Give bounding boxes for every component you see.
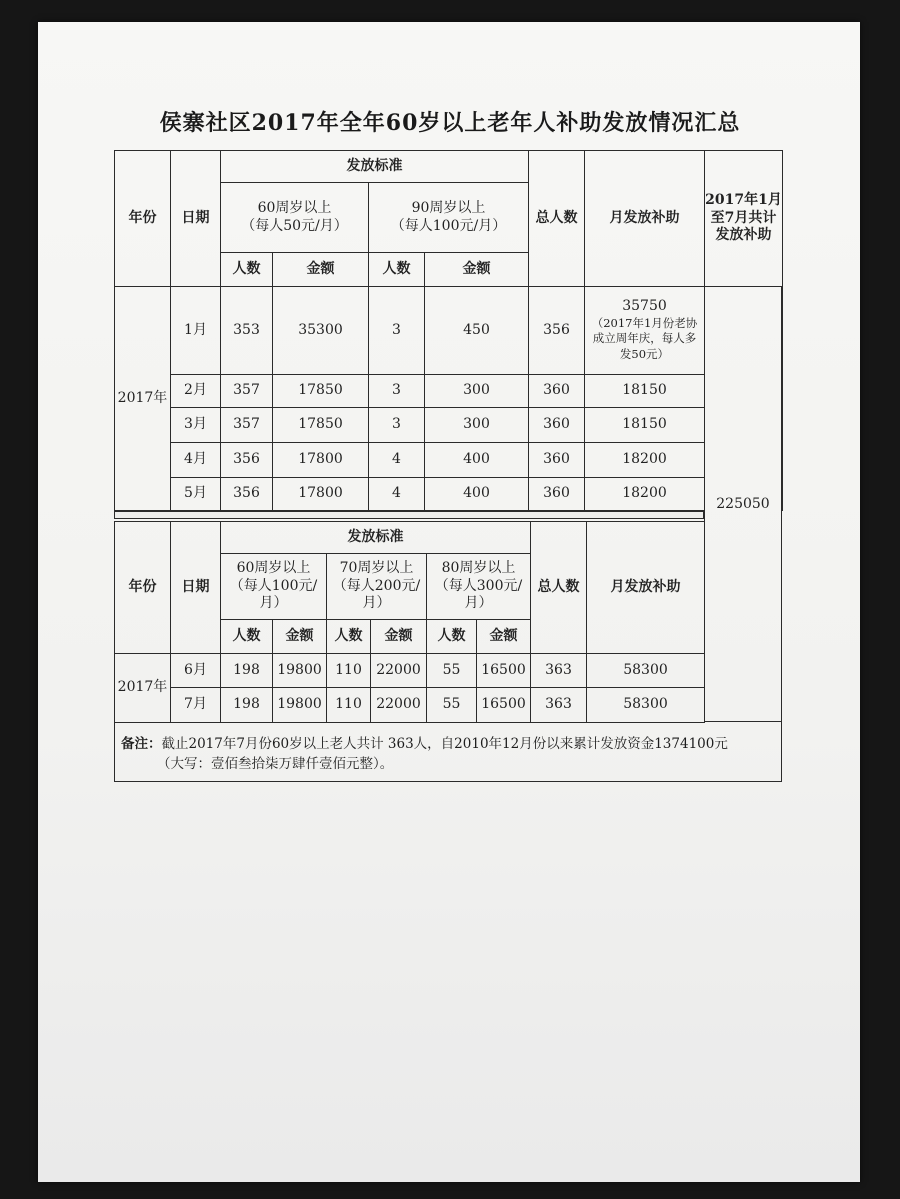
monthly-subsidy-cell: 58300 xyxy=(587,688,705,723)
amount-60-cell: 19800 xyxy=(273,654,327,688)
header-amount-60: 金额 xyxy=(273,253,369,287)
month-cell: 3月 xyxy=(171,408,221,443)
remarks-box xyxy=(114,722,782,782)
header-year: 年份 xyxy=(115,522,171,654)
people-60-cell: 357 xyxy=(221,408,273,443)
header-cumulative xyxy=(705,151,783,287)
year-cell: 2017年 xyxy=(115,654,171,723)
amount-70-cell: 22000 xyxy=(371,654,427,688)
group-80-line2: （每人300元/ xyxy=(434,577,523,594)
group-70-line3: 月） xyxy=(362,595,391,612)
amount-60-cell: 17850 xyxy=(273,375,369,408)
remarks-line1 xyxy=(121,734,777,754)
amount-60-cell: 35300 xyxy=(273,287,369,375)
group-90-line1: 90周岁以上 xyxy=(411,200,486,216)
amount-80-cell: 16500 xyxy=(477,654,531,688)
group-60-line3: 月） xyxy=(259,595,288,612)
header-amount-60: 金额 xyxy=(273,620,327,654)
month-cell: 4月 xyxy=(171,443,221,478)
total-people-cell: 363 xyxy=(531,688,587,723)
monthly-subsidy-cell: 58300 xyxy=(587,654,705,688)
table-row xyxy=(115,654,705,688)
header-total-people: 总人数 xyxy=(529,151,585,287)
monthly-value: 35750 xyxy=(622,298,667,315)
header-date: 日期 xyxy=(171,522,221,654)
table-row xyxy=(115,688,705,723)
month-cell: 1月 xyxy=(171,287,221,375)
table-row xyxy=(115,287,783,375)
header-people-60: 人数 xyxy=(221,620,273,654)
amount-90-cell: 300 xyxy=(425,408,529,443)
header-people-60: 人数 xyxy=(221,253,273,287)
year-cell: 2017年 xyxy=(115,287,171,511)
header-standard: 发放标准 xyxy=(221,522,531,554)
header-cumulative-line3: 发放补助 xyxy=(715,227,772,244)
people-60-cell: 357 xyxy=(221,375,273,408)
people-60-cell: 198 xyxy=(221,688,273,723)
month-cell: 5月 xyxy=(171,478,221,511)
header-amount-80: 金额 xyxy=(477,620,531,654)
table-row xyxy=(115,443,783,478)
total-people-cell: 360 xyxy=(529,443,585,478)
people-90-cell: 4 xyxy=(369,478,425,511)
people-90-cell: 4 xyxy=(369,443,425,478)
table-separator xyxy=(114,511,704,519)
monthly-subsidy-cell: 18200 xyxy=(585,443,705,478)
people-70-cell: 110 xyxy=(327,654,371,688)
group-60-line2: （每人50元/月） xyxy=(241,217,348,234)
amount-90-cell: 300 xyxy=(425,375,529,408)
people-90-cell: 3 xyxy=(369,375,425,408)
month-cell: 6月 xyxy=(171,654,221,688)
header-cumulative-line2: 至7月共计 xyxy=(710,209,777,226)
header-year: 年份 xyxy=(115,151,171,287)
group-70-header xyxy=(327,554,427,620)
monthly-subsidy-cell xyxy=(585,287,705,375)
subsidy-table-jun-jul xyxy=(114,521,705,723)
amount-60-cell: 17800 xyxy=(273,443,369,478)
amount-60-cell: 17850 xyxy=(273,408,369,443)
group-60-header xyxy=(221,554,327,620)
header-cumulative-line1: 2017年1月 xyxy=(705,192,782,209)
header-total-people: 总人数 xyxy=(531,522,587,654)
header-standard: 发放标准 xyxy=(221,151,529,183)
header-people-90: 人数 xyxy=(369,253,425,287)
amount-80-cell: 16500 xyxy=(477,688,531,723)
people-60-cell: 356 xyxy=(221,443,273,478)
group-80-line3: 月） xyxy=(464,595,493,612)
remarks-line2: （大写：壹佰叁拾柒万肆仟壹佰元整）。 xyxy=(157,756,394,773)
table-row xyxy=(115,408,783,443)
header-people-80: 人数 xyxy=(427,620,477,654)
people-80-cell: 55 xyxy=(427,688,477,723)
amount-90-cell: 400 xyxy=(425,478,529,511)
group-70-line1: 70周岁以上 xyxy=(339,560,414,577)
header-amount-90: 金额 xyxy=(425,253,529,287)
total-people-cell: 356 xyxy=(529,287,585,375)
group-60-line1: 60周岁以上 xyxy=(236,560,311,577)
header-amount-70: 金额 xyxy=(371,620,427,654)
amount-90-cell: 450 xyxy=(425,287,529,375)
amount-60-cell: 17800 xyxy=(273,478,369,511)
header-date: 日期 xyxy=(171,151,221,287)
month-cell: 2月 xyxy=(171,375,221,408)
group-70-line2: （每人200元/ xyxy=(332,577,421,594)
monthly-subsidy-cell: 18150 xyxy=(585,408,705,443)
total-people-cell: 360 xyxy=(529,478,585,511)
monthly-note-line2: 成立周年庆，每人多 xyxy=(592,331,697,346)
group-60-line1: 60周岁以上 xyxy=(257,200,332,216)
table-row xyxy=(115,478,783,511)
table-row xyxy=(115,375,783,408)
subsidy-table-jan-may xyxy=(114,150,783,511)
amount-60-cell: 19800 xyxy=(273,688,327,723)
total-people-cell: 360 xyxy=(529,408,585,443)
people-90-cell: 3 xyxy=(369,408,425,443)
monthly-subsidy-cell: 18200 xyxy=(585,478,705,511)
amount-70-cell: 22000 xyxy=(371,688,427,723)
people-60-cell: 198 xyxy=(221,654,273,688)
total-people-cell: 360 xyxy=(529,375,585,408)
page-title: 侯寨社区2017年全年60岁以上老年人补助发放情况汇总 xyxy=(159,110,741,136)
people-70-cell: 110 xyxy=(327,688,371,723)
total-people-cell: 363 xyxy=(531,654,587,688)
group-90-header xyxy=(369,183,529,253)
group-60-line2: （每人100元/ xyxy=(229,577,318,594)
monthly-note-line1: （2017年1月份老协 xyxy=(591,315,698,330)
cumulative-total: 225050 xyxy=(704,287,782,722)
monthly-note-line3: 发50元） xyxy=(619,347,670,361)
header-monthly-subsidy: 月发放补助 xyxy=(587,522,705,654)
group-80-line1: 80周岁以上 xyxy=(441,560,516,577)
people-60-cell: 356 xyxy=(221,478,273,511)
month-cell: 7月 xyxy=(171,688,221,723)
remarks-label: 备注： xyxy=(121,736,162,752)
people-80-cell: 55 xyxy=(427,654,477,688)
people-60-cell: 353 xyxy=(221,287,273,375)
header-monthly-subsidy: 月发放补助 xyxy=(585,151,705,287)
group-90-line2: （每人100元/月） xyxy=(390,217,507,234)
group-80-header xyxy=(427,554,531,620)
amount-90-cell: 400 xyxy=(425,443,529,478)
remarks-text: 截止2017年7月份60岁以上老人共计 363人，自2010年12月份以来累计发放资金1374100元 xyxy=(161,736,728,752)
monthly-subsidy-cell: 18150 xyxy=(585,375,705,408)
group-60-header xyxy=(221,183,369,253)
people-90-cell: 3 xyxy=(369,287,425,375)
header-people-70: 人数 xyxy=(327,620,371,654)
